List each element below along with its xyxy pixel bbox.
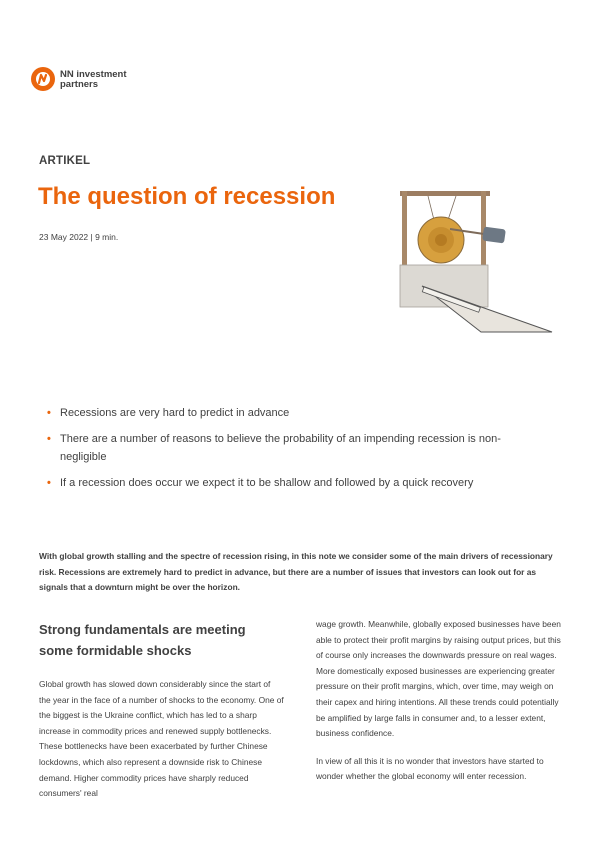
gong-frame-left-post [402, 191, 407, 271]
gong-boss [435, 234, 447, 246]
bullet-text: There are a number of reasons to believe the probability of an impending recession is non-negligible [60, 432, 501, 463]
body-column-left: Global growth has slowed down considerably since the start of the year in the face of a number of shocks to the economy. One of the biggest is the Ukraine conflict, which has led to a sharp increase in commodity prices and renewed supply bottlenecks. These bottlenecks have been exacerbated by further Chinese lockdowns, which also represent a downside risk to Chinese demand. Higher commodity prices have sharply reduced consumers' real [39, 679, 284, 799]
brand-wordmark [60, 70, 127, 90]
gong-string-right [448, 196, 456, 220]
body-paragraph: In view of all this it is no wonder that investors have started to wonder whether the global economy will enter recession. [316, 755, 544, 782]
gong-and-mallet-illustration [386, 182, 556, 342]
section-heading: Strong fundamentals are meeting some formidable shocks [39, 622, 246, 658]
list-item [47, 474, 537, 493]
bullet-dot-icon: • [47, 476, 51, 489]
article-intro: With global growth stalling and the spectre of recession rising, in this note we consider some of the main drivers of recessionary risk. Recessions are extremely hard to predict in advance, but there are a number of issues that investors can look out for as signals that a downturn might be over the horizon. [39, 551, 553, 592]
body-paragraph: wage growth. Meanwhile, globally exposed businesses have been able to protect their profit margins by raising output prices, but this of course only increases the downwards pressure on real wages. More domestically exposed businesses are experiencing greater pressure on their profit margins, which, over time, may weigh on their capex and hiring intentions. All these trends could potentially be amplified by large falls in consumer and, to a lesser extent, business confidence. [316, 619, 561, 739]
bullet-text: If a recession does occur we expect it to be shallow and followed by a quick recovery [60, 476, 474, 489]
article-meta: 23 May 2022 | 9 min. [39, 232, 119, 242]
bullet-text: Recessions are very hard to predict in advance [60, 407, 290, 419]
brand-name-line2: partners [60, 79, 99, 90]
brand-name-line1: NN investment [60, 69, 127, 80]
body-column-right [316, 617, 561, 797]
article-kicker: ARTIKEL [39, 155, 91, 167]
key-points-list [47, 404, 537, 499]
brand-logo[interactable] [30, 66, 140, 96]
bullet-dot-icon: • [47, 407, 51, 419]
bullet-dot-icon: • [47, 432, 51, 445]
list-item [47, 404, 537, 423]
gong-string-left [428, 196, 434, 220]
gong-frame-top [400, 191, 490, 196]
list-item [47, 430, 537, 467]
page-title: The question of recession [38, 183, 336, 210]
nn-logo-icon [30, 66, 56, 92]
